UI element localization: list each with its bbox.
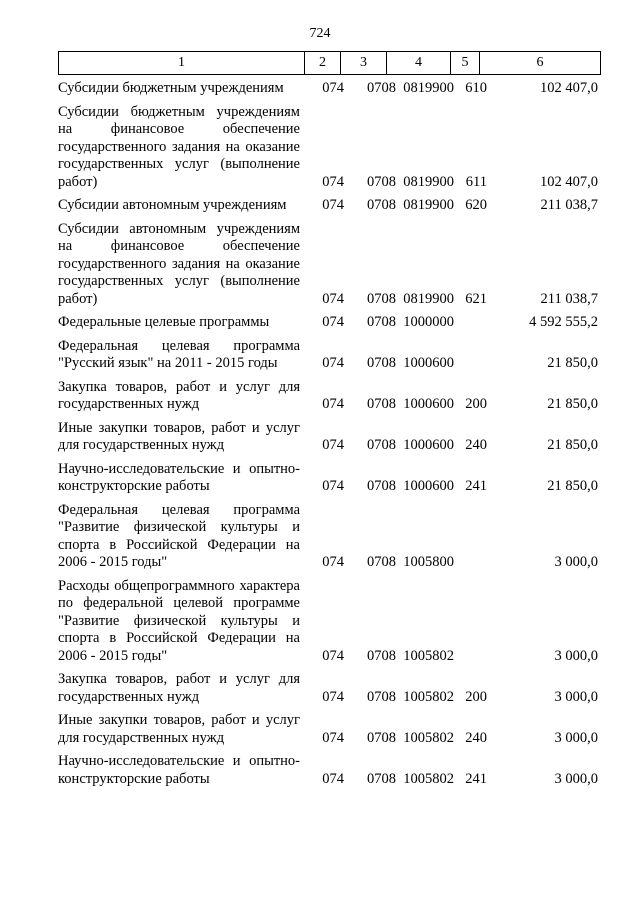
row-section-code: 0708	[367, 437, 396, 453]
row-name: Федеральные целевые программы	[58, 314, 270, 330]
row-section-code: 0708	[367, 197, 396, 213]
table-row	[58, 104, 598, 192]
row-amount: 21 850,0	[547, 396, 598, 412]
header-col-5: 5	[451, 52, 480, 75]
row-section-code: 0708	[367, 770, 396, 787]
row-section-code: 0708	[367, 554, 396, 570]
table-row	[58, 221, 598, 309]
row-expense-type: 200	[465, 688, 487, 705]
row-ministry-code: 074	[322, 197, 344, 213]
table-row	[58, 502, 598, 572]
row-amount: 21 850,0	[547, 437, 598, 453]
row-target-code: 0819900	[403, 290, 454, 307]
row-amount: 21 850,0	[547, 478, 598, 494]
row-section-code: 0708	[367, 729, 396, 746]
row-ministry-code: 074	[322, 173, 344, 190]
row-name: Расходы общепрограммного характера по федеральной целевой программе "Развитие физической культуры и спорта в Российской Федерации на 2006 - 2015 годы"	[58, 577, 300, 664]
row-expense-type: 621	[465, 290, 487, 307]
row-section-code: 0708	[367, 355, 396, 371]
row-ministry-code: 074	[322, 729, 344, 746]
header-col-2: 2	[305, 52, 341, 75]
row-target-code: 1005802	[403, 729, 454, 746]
row-amount: 3 000,0	[554, 729, 598, 746]
row-target-code: 1005802	[403, 770, 454, 787]
row-name: Иные закупки товаров, работ и услуг для государственных нужд	[58, 712, 300, 746]
table-row	[58, 461, 598, 496]
table-row	[58, 197, 598, 215]
row-target-code: 1005800	[403, 554, 454, 570]
row-name: Субсидии бюджетным учреждениям	[58, 80, 284, 96]
row-name: Закупка товаров, работ и услуг для государственных нужд	[58, 378, 300, 412]
table-row	[58, 753, 598, 788]
row-name: Субсидии автономным учреждениям	[58, 197, 287, 213]
row-amount: 4 592 555,2	[529, 314, 598, 330]
header-col-1: 1	[59, 52, 305, 75]
row-amount: 3 000,0	[554, 688, 598, 705]
table-row	[58, 338, 598, 373]
row-ministry-code: 074	[322, 396, 344, 412]
row-name: Субсидии автономным учреждениям на финансовое обеспечение государственного задания на оказание государственных услуг (выполнение работ)	[58, 220, 300, 307]
row-expense-type: 200	[465, 396, 487, 412]
row-amount: 211 038,7	[540, 290, 598, 307]
row-name: Федеральная целевая программа "Развитие физической культуры и спорта в Российской Федерации на 2006 - 2015 годы"	[58, 501, 300, 570]
row-name: Научно-исследовательские и опытно-конструкторские работы	[58, 753, 300, 787]
row-expense-type: 240	[465, 437, 487, 453]
row-name: Закупка товаров, работ и услуг для государственных нужд	[58, 671, 300, 705]
row-section-code: 0708	[367, 647, 396, 664]
table-header	[58, 51, 601, 75]
row-ministry-code: 074	[322, 437, 344, 453]
row-expense-type: 241	[465, 770, 487, 787]
row-name: Иные закупки товаров, работ и услуг для государственных нужд	[58, 419, 300, 453]
budget-table-body	[58, 80, 598, 794]
table-row	[58, 80, 598, 98]
table-row	[58, 712, 598, 747]
row-ministry-code: 074	[322, 770, 344, 787]
row-expense-type: 240	[465, 729, 487, 746]
row-ministry-code: 074	[322, 554, 344, 570]
row-section-code: 0708	[367, 314, 396, 330]
row-target-code: 0819900	[403, 173, 454, 190]
table-row	[58, 314, 598, 332]
row-name: Федеральная целевая программа "Русский язык" на 2011 - 2015 годы	[58, 337, 300, 371]
row-expense-type: 610	[465, 80, 487, 96]
row-target-code: 1000600	[403, 355, 454, 371]
row-section-code: 0708	[367, 688, 396, 705]
row-target-code: 1005802	[403, 688, 454, 705]
row-ministry-code: 074	[322, 314, 344, 330]
row-section-code: 0708	[367, 173, 396, 190]
row-section-code: 0708	[367, 80, 396, 96]
row-target-code: 0819900	[403, 197, 454, 213]
row-ministry-code: 074	[322, 80, 344, 96]
table-row	[58, 379, 598, 414]
header-col-4: 4	[387, 52, 451, 75]
table-row	[58, 671, 598, 706]
row-expense-type: 611	[465, 173, 487, 190]
row-ministry-code: 074	[322, 290, 344, 307]
row-section-code: 0708	[367, 396, 396, 412]
row-ministry-code: 074	[322, 355, 344, 371]
row-amount: 3 000,0	[554, 647, 598, 664]
row-target-code: 1005802	[403, 647, 454, 664]
header-col-6: 6	[480, 52, 601, 75]
table-row	[58, 420, 598, 455]
table-row	[58, 578, 598, 666]
row-ministry-code: 074	[322, 478, 344, 494]
row-amount: 102 407,0	[540, 80, 598, 96]
row-amount: 211 038,7	[540, 197, 598, 213]
page-number: 724	[309, 26, 331, 41]
row-amount: 21 850,0	[547, 355, 598, 371]
row-target-code: 1000600	[403, 437, 454, 453]
row-name: Научно-исследовательские и опытно-конструкторские работы	[58, 460, 300, 494]
row-section-code: 0708	[367, 478, 396, 494]
header-col-3: 3	[341, 52, 387, 75]
row-expense-type: 241	[465, 478, 487, 494]
row-target-code: 1000000	[403, 314, 454, 330]
row-amount: 3 000,0	[554, 554, 598, 570]
row-section-code: 0708	[367, 290, 396, 307]
row-amount: 102 407,0	[540, 173, 598, 190]
row-expense-type: 620	[465, 197, 487, 213]
row-target-code: 1000600	[403, 396, 454, 412]
row-name: Субсидии бюджетным учреждениям на финансовое обеспечение государственного задания на оказание государственных услуг (выполнение работ)	[58, 103, 300, 190]
row-target-code: 1000600	[403, 478, 454, 494]
row-ministry-code: 074	[322, 688, 344, 705]
row-amount: 3 000,0	[554, 770, 598, 787]
row-target-code: 0819900	[403, 80, 454, 96]
row-ministry-code: 074	[322, 647, 344, 664]
